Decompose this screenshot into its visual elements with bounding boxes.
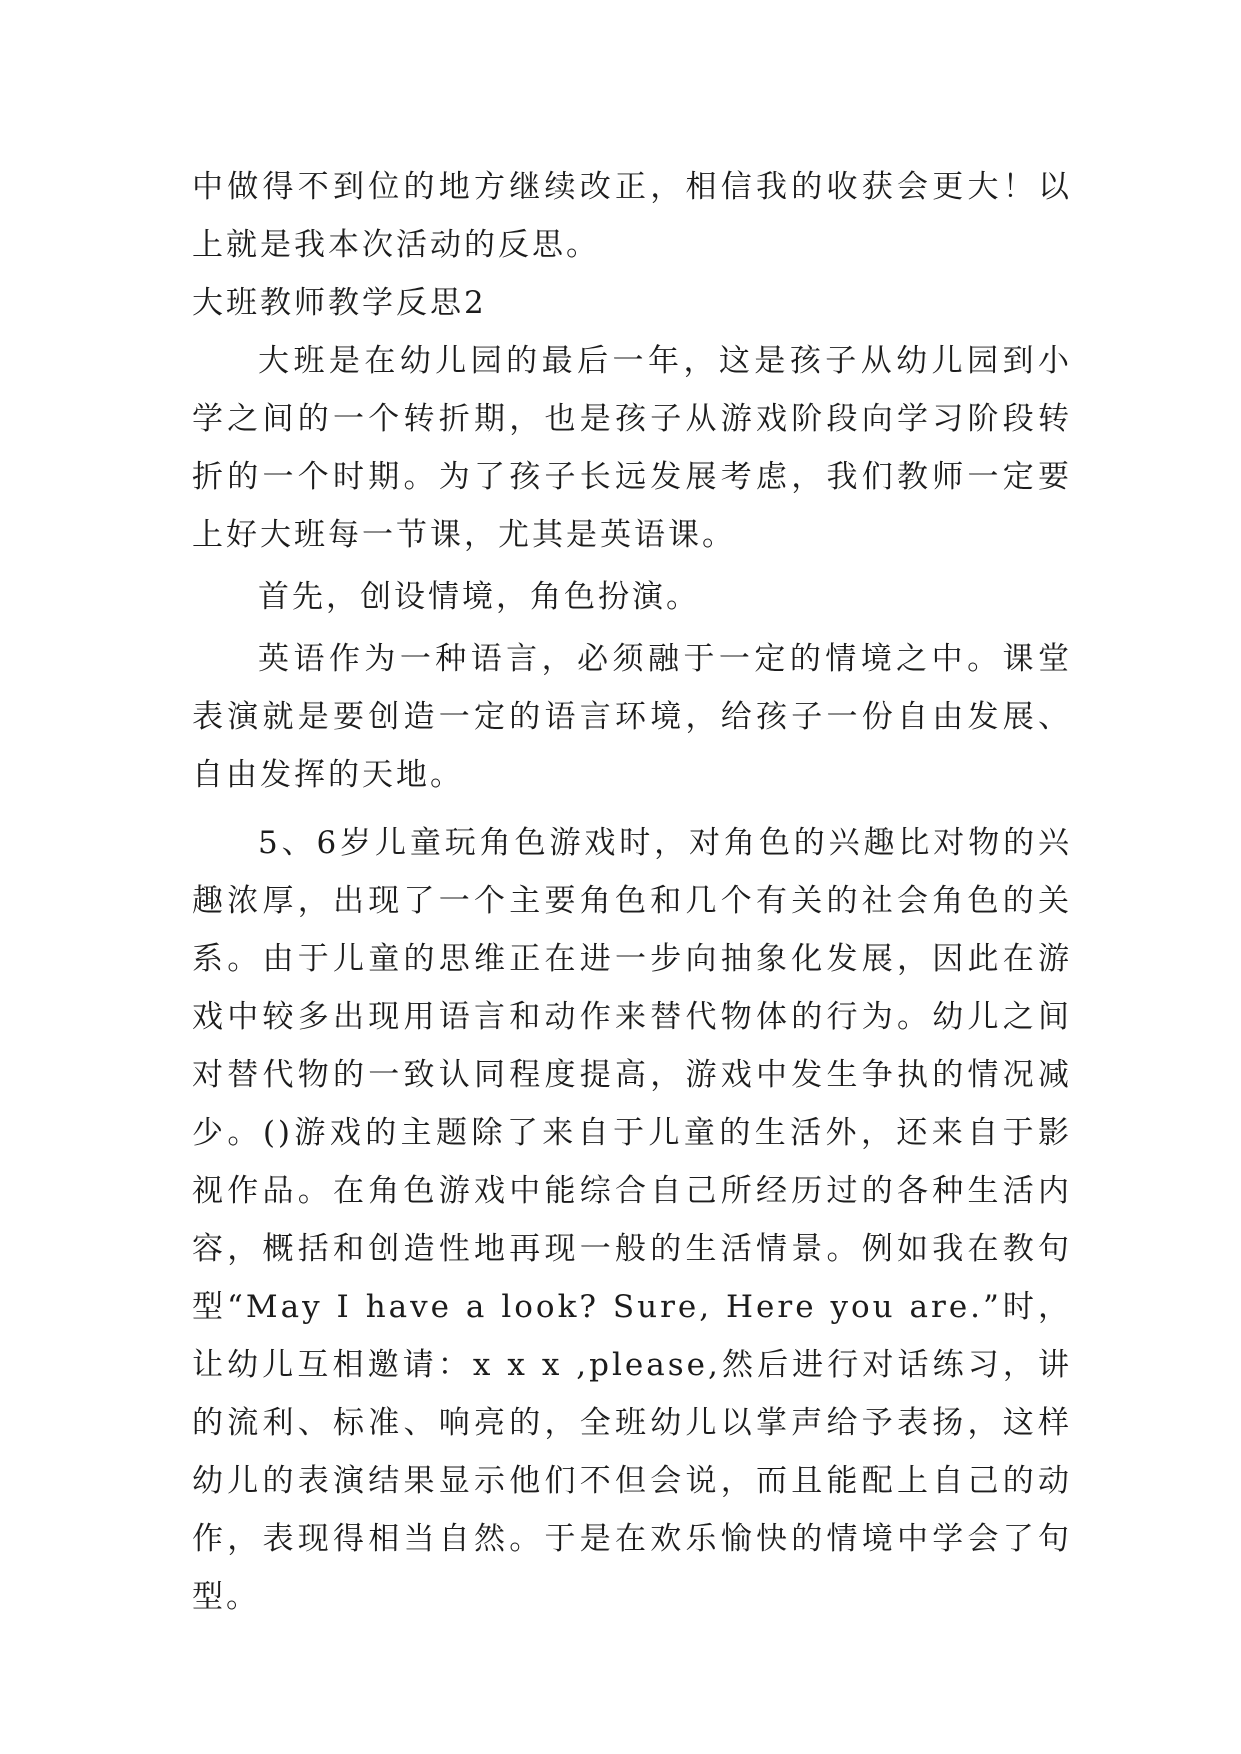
paragraph-first-point: 首先，创设情境，角色扮演。 [258, 579, 700, 615]
paragraph-continuation: 中做得不到位的地方继续改正，相信我的收获会更大！以上就是我本次活动的反思。 [192, 169, 1072, 263]
document-page [192, 158, 1072, 1626]
section-heading: 大班教师教学反思2 [192, 285, 487, 321]
paragraph-intro: 大班是在幼儿园的最后一年，这是孩子从幼儿园到小学之间的一个转折期，也是孩子从游戏阶段向学习阶段转折的一个时期。为了孩子长远发展考虑，我们教师一定要上好大班每一节课，尤其是英语课。 [192, 343, 1072, 553]
paragraph-role-play: 5、6岁儿童玩角色游戏时，对角色的兴趣比对物的兴趣浓厚，出现了一个主要角色和几个有关的社会角色的关系。由于儿童的思维正在进一步向抽象化发展，因此在游戏中较多出现用语言和动作来替代物体的行为。幼儿之间对替代物的一致认同程度提高，游戏中发生争执的情况减少。()游戏的主题除了来自于儿童的生活外，还来自于影视作品。在角色游戏中能综合自己所经历过的各种生活内容，概括和创造性地再现一般的生活情景。例如我在教句型“May I have a look? Sure, Here you are.”时，让幼儿互相邀请：x x x ,please,然后进行对话练习，讲的流利、标准、响亮的，全班幼儿以掌声给予表扬，这样幼儿的表演结果显示他们不但会说，而且能配上自己的动作，表现得相当自然。于是在欢乐愉快的情境中学会了句型。 [192, 825, 1072, 1615]
paragraph-situation: 英语作为一种语言，必须融于一定的情境之中。课堂表演就是要创造一定的语言环境，给孩子一份自由发展、自由发挥的天地。 [192, 641, 1072, 793]
